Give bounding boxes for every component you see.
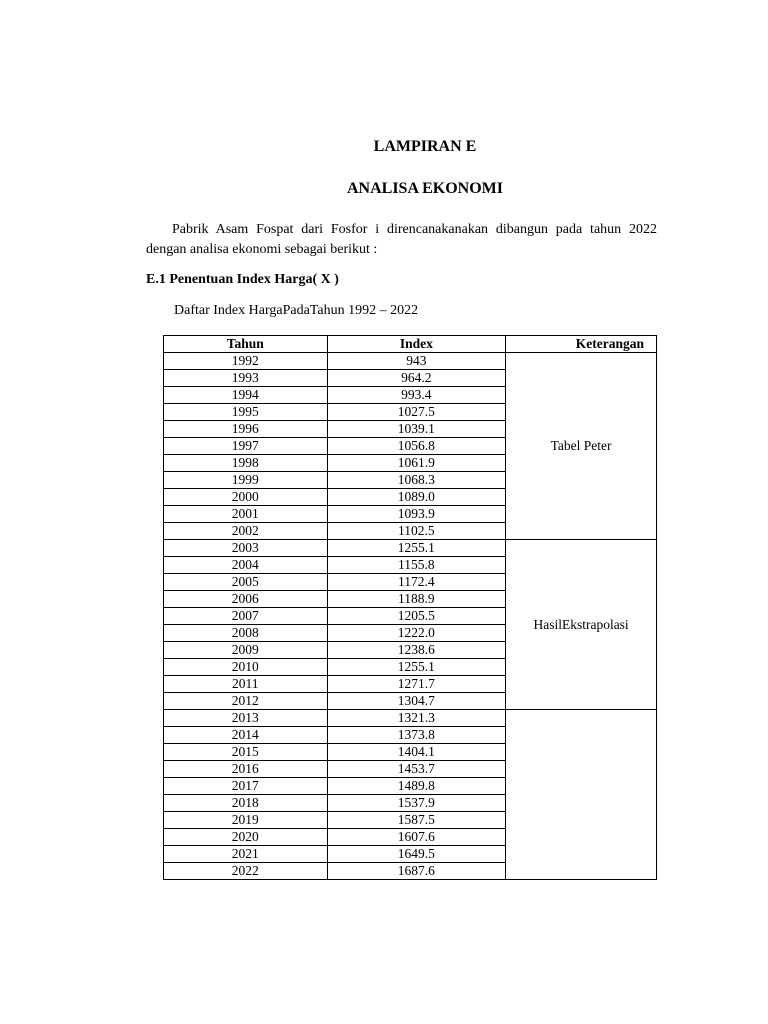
cell-index: 1061.9 [327, 455, 506, 472]
cell-tahun: 2005 [164, 574, 328, 591]
cell-index: 1321.3 [327, 710, 506, 727]
header-index: Index [327, 336, 506, 353]
cell-tahun: 2004 [164, 557, 328, 574]
cell-index: 964.2 [327, 370, 506, 387]
cell-tahun: 2000 [164, 489, 328, 506]
cell-tahun: 2011 [164, 676, 328, 693]
intro-paragraph: Pabrik Asam Fospat dari Fosfor i direncanakanakan dibangun pada tahun 2022 dengan analisa ekonomi sebagai berikut : [146, 222, 657, 257]
cell-index: 1222.0 [327, 625, 506, 642]
cell-tahun: 1992 [164, 353, 328, 370]
cell-index: 1271.7 [327, 676, 506, 693]
cell-index: 1255.1 [327, 540, 506, 557]
cell-tahun: 2007 [164, 608, 328, 625]
cell-index: 1068.3 [327, 472, 506, 489]
cell-keterangan: Tabel Peter [506, 353, 657, 540]
table-caption: Daftar Index HargaPadaTahun 1992 – 2022 [174, 303, 419, 318]
cell-tahun: 2019 [164, 812, 328, 829]
cell-tahun: 2020 [164, 829, 328, 846]
cell-index: 1027.5 [327, 404, 506, 421]
cell-tahun: 2022 [164, 863, 328, 880]
page-subtitle: ANALISA EKONOMI [346, 180, 504, 197]
cell-index: 1304.7 [327, 693, 506, 710]
cell-tahun: 2009 [164, 642, 328, 659]
cell-tahun: 2003 [164, 540, 328, 557]
cell-index: 1489.8 [327, 778, 506, 795]
cell-index: 1093.9 [327, 506, 506, 523]
cell-index: 1453.7 [327, 761, 506, 778]
cell-index: 1172.4 [327, 574, 506, 591]
table-row [164, 710, 657, 727]
header-keterangan: Keterangan [506, 336, 657, 353]
cell-tahun: 2008 [164, 625, 328, 642]
cell-index: 1056.8 [327, 438, 506, 455]
cell-tahun: 1995 [164, 404, 328, 421]
cell-tahun: 1994 [164, 387, 328, 404]
cell-tahun: 2021 [164, 846, 328, 863]
cell-tahun: 2010 [164, 659, 328, 676]
cell-index: 1607.6 [327, 829, 506, 846]
cell-index: 943 [327, 353, 506, 370]
cell-index: 1255.1 [327, 659, 506, 676]
cell-tahun: 1999 [164, 472, 328, 489]
cell-index: 1238.6 [327, 642, 506, 659]
cell-tahun: 2014 [164, 727, 328, 744]
cell-index: 1649.5 [327, 846, 506, 863]
cell-tahun: 2017 [164, 778, 328, 795]
cell-index: 1537.9 [327, 795, 506, 812]
cell-tahun: 2001 [164, 506, 328, 523]
cell-index: 1687.6 [327, 863, 506, 880]
cell-index: 1155.8 [327, 557, 506, 574]
cell-keterangan [506, 710, 657, 880]
section-heading: E.1 Penentuan Index Harga( X ) [146, 272, 339, 287]
table-header-row [164, 336, 657, 353]
cell-keterangan: HasilEkstrapolasi [506, 540, 657, 710]
cell-tahun: 1993 [164, 370, 328, 387]
cell-tahun: 1997 [164, 438, 328, 455]
cell-tahun: 1998 [164, 455, 328, 472]
cell-tahun: 1996 [164, 421, 328, 438]
cell-tahun: 2018 [164, 795, 328, 812]
cell-index: 1102.5 [327, 523, 506, 540]
cell-index: 993.4 [327, 387, 506, 404]
cell-index: 1373.8 [327, 727, 506, 744]
cell-tahun: 2012 [164, 693, 328, 710]
cell-index: 1587.5 [327, 812, 506, 829]
cell-index: 1089.0 [327, 489, 506, 506]
cell-index: 1188.9 [327, 591, 506, 608]
table-row [164, 353, 657, 370]
cell-index: 1404.1 [327, 744, 506, 761]
cell-index: 1039.1 [327, 421, 506, 438]
cell-tahun: 2013 [164, 710, 328, 727]
cell-tahun: 2002 [164, 523, 328, 540]
cell-tahun: 2015 [164, 744, 328, 761]
header-tahun: Tahun [164, 336, 328, 353]
index-table [163, 335, 657, 880]
page-title: LAMPIRAN E [373, 138, 477, 155]
table-row [164, 540, 657, 557]
table-body [164, 353, 657, 880]
cell-tahun: 2016 [164, 761, 328, 778]
cell-index: 1205.5 [327, 608, 506, 625]
cell-tahun: 2006 [164, 591, 328, 608]
